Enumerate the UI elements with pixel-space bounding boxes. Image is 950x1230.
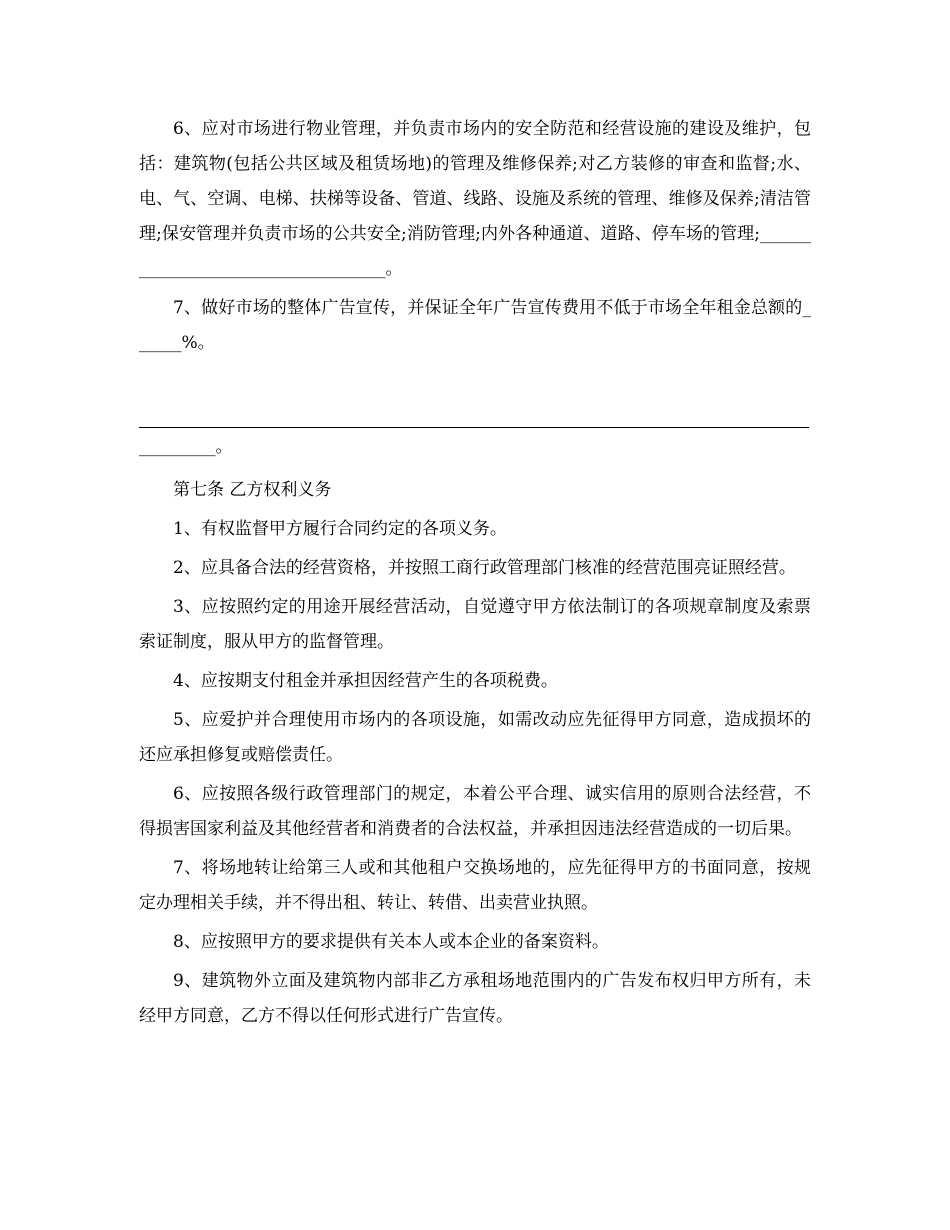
party-b-item-7: 7、将场地转让给第三人或和其他租户交换场地的，应先征得甲方的书面同意，按规定办理相关手续，并不得出租、转让、转借、出卖营业执照。 [139,858,811,913]
party-b-item-2: 2、应具备合法的经营资格，并按照工商行政管理部门核准的经营范围亮证照经营。 [173,558,796,578]
article-7-title: 第七条 乙方权利义务 [173,480,332,500]
party-b-item-9: 9、建筑物外立面及建筑物内部非乙方承租场地范围内的广告发布权归甲方所有，未经甲方同意，乙方不得以任何形式进行广告宣传。 [139,971,811,1026]
document-body [139,112,811,1038]
spacer [139,365,811,407]
blank-fill-line [139,407,809,428]
clause-6-property-management: 6、应对市场进行物业管理，并负责市场内的安全防范和经营设施的建设及维护，包括：建筑物(包括公共区域及租赁场地)的管理及维修保养;对乙方装修的审查和监督;水、电、气、空调、电梯、扶梯等设备、管道、线路、设施及系统的管理、维修及保养;清洁管理;保安管理并负责市场的公共安全;消防管理;内外各种通道、道路、停车场的管理;___________________________________。 [139,119,811,279]
party-b-item-4: 4、应按期支付租金并承担因经营产生的各项税费。 [173,671,558,691]
party-b-item-3: 3、应按照约定的用途开展经营活动，自觉遵守甲方依法制订的各项规章制度及索票索证制度，服从甲方的监督管理。 [139,597,811,652]
clause-7-advertising: 7、做好市场的整体广告宣传，并保证全年广告宣传费用不低于市场全年租金总额的______%。 [139,298,811,353]
party-b-item-5: 5、应爱护并合理使用市场内的各项设施，如需改动应先征得甲方同意，造成损坏的还应承担修复或赔偿责任。 [139,710,811,765]
party-b-item-6: 6、应按照各级行政管理部门的规定，本着公平合理、诚实信用的原则合法经营，不得损害国家利益及其他经营者和消费者的合法权益，并承担因违法经营造成的一切后果。 [139,784,811,839]
party-b-item-1: 1、有权监督甲方履行合同约定的各项义务。 [173,519,507,539]
party-b-item-8: 8、应按照甲方的要求提供有关本人或本企业的备案资料。 [173,932,609,952]
blank-fill-tail: _________。 [139,437,233,457]
